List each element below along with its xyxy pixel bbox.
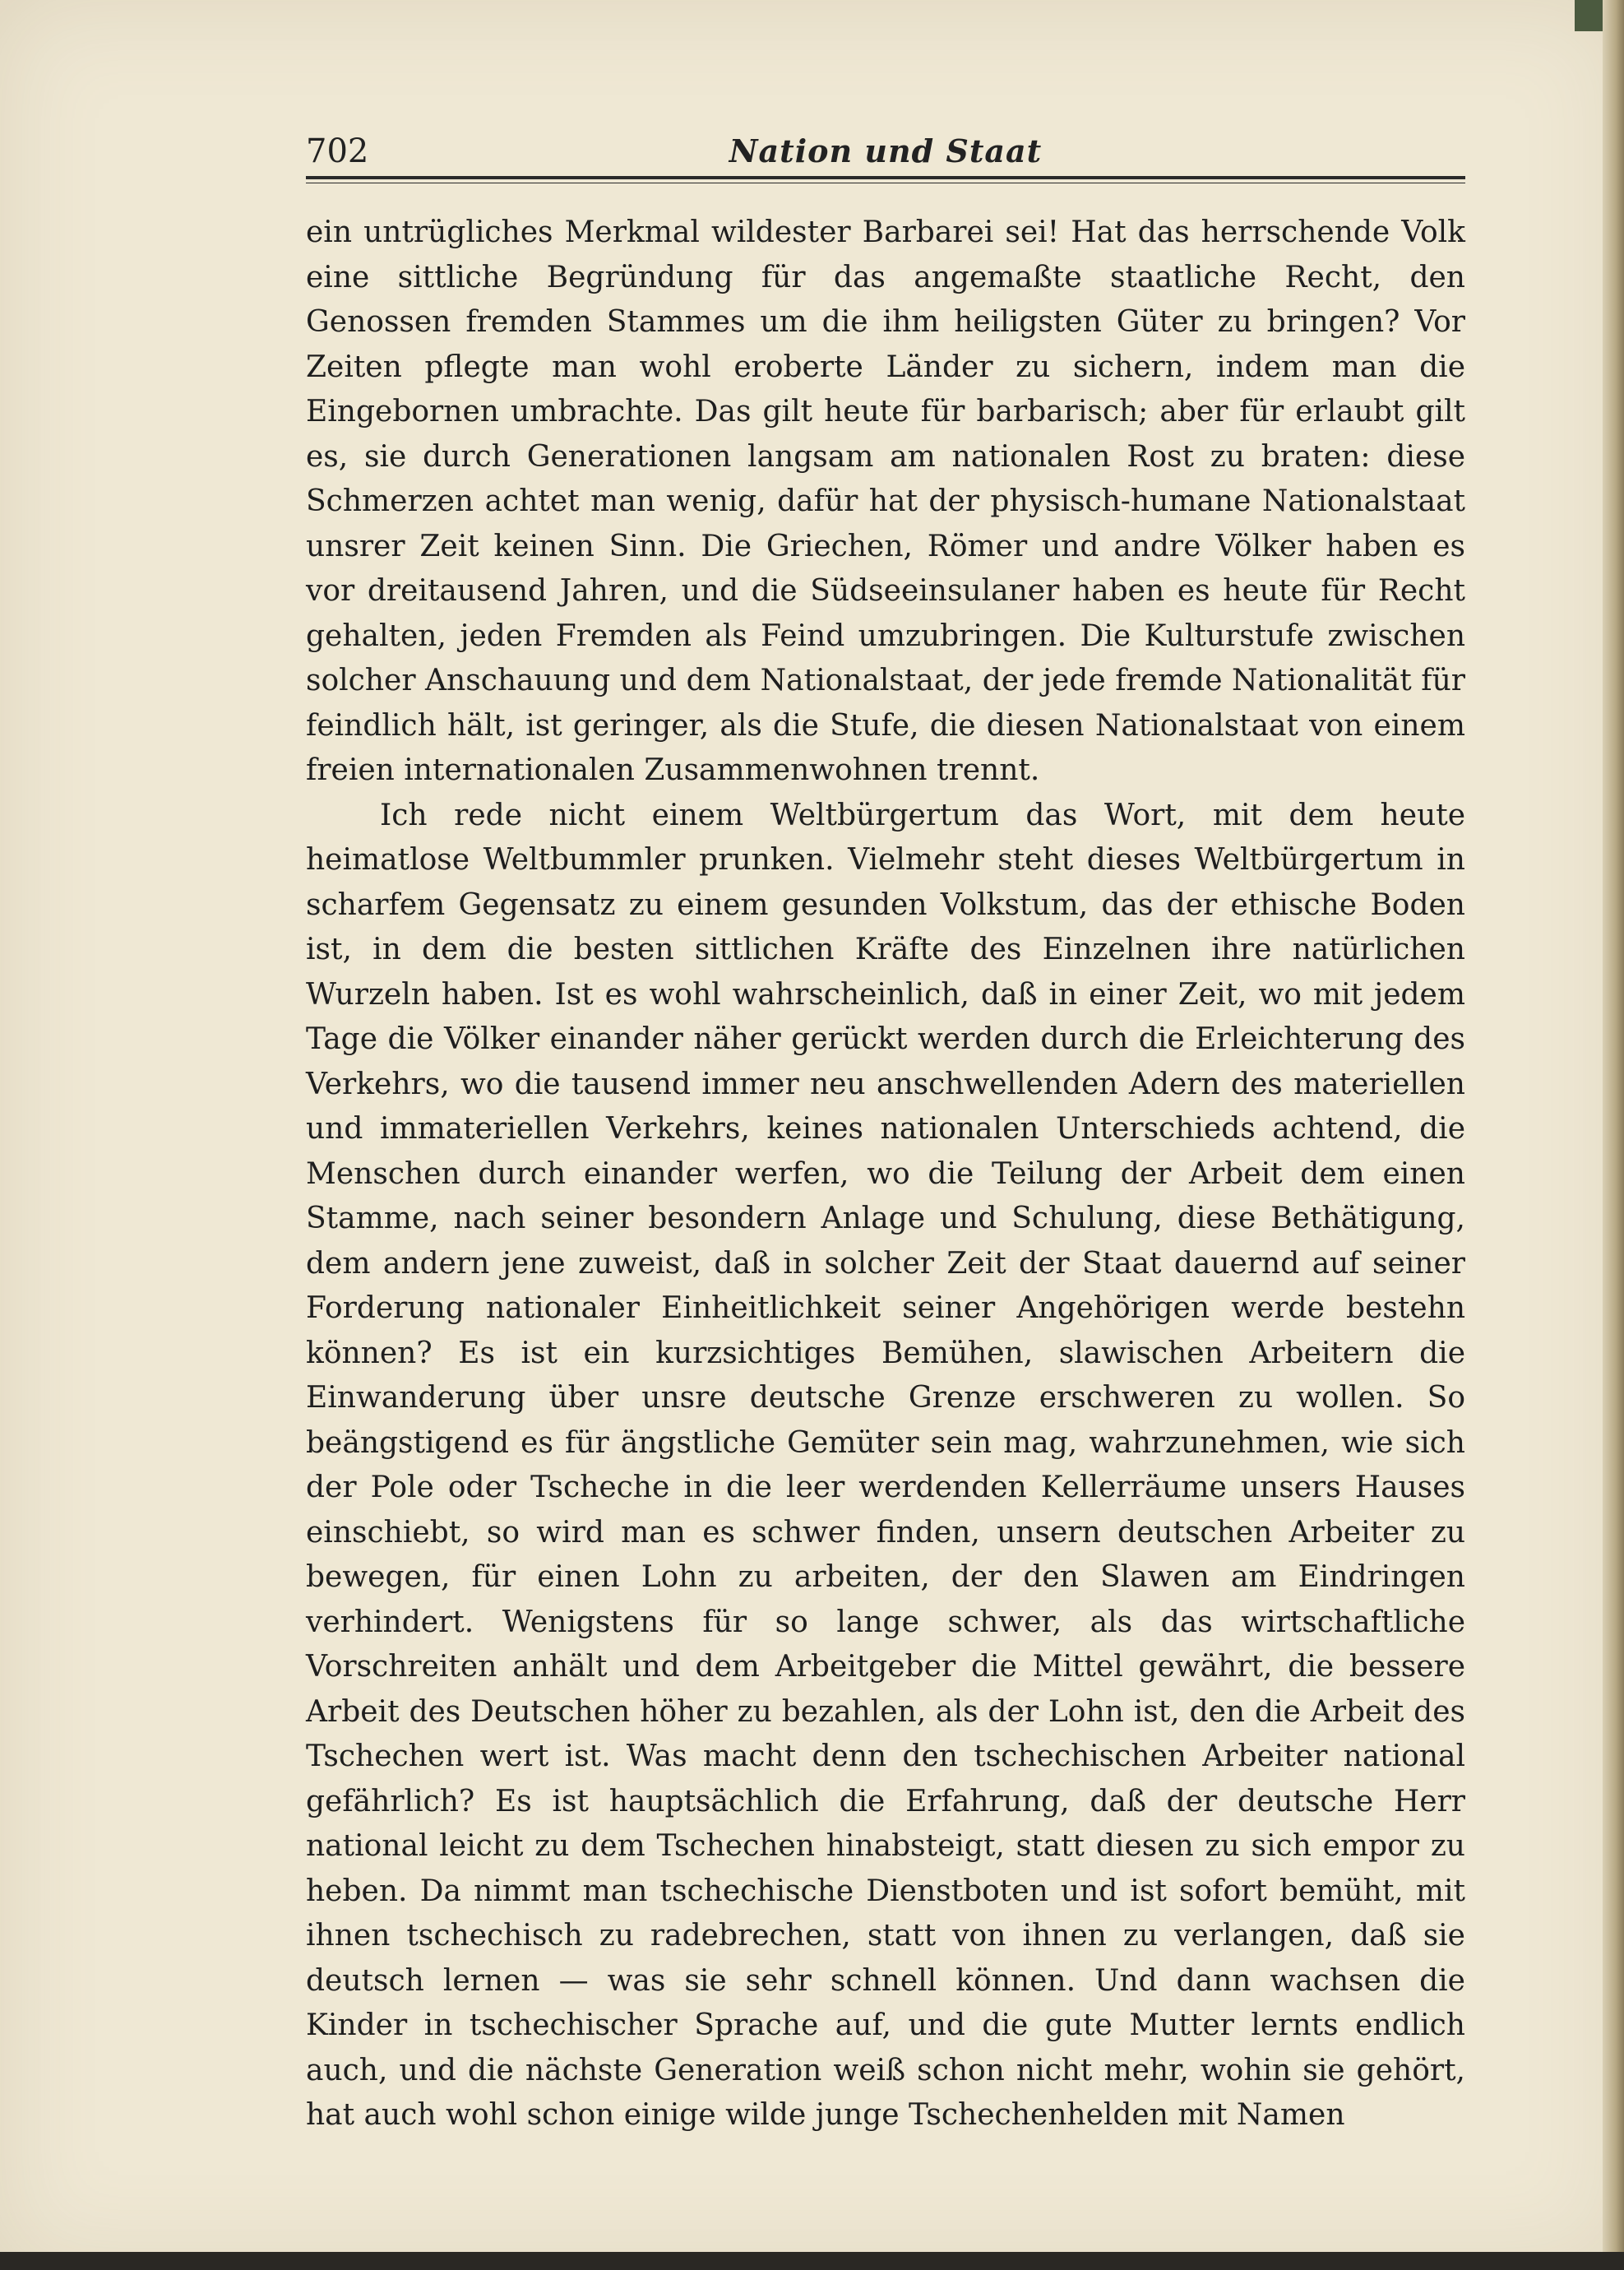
body-text: [306, 211, 1465, 2138]
paragraph-1: ein untrügliches Merkmal wildester Barbarei sei! Hat das herrschende Volk eine sittliche Begründung für das angemaßte staatliche Recht, den Genossen fremden Stammes um die ihm heiligsten Güter zu bringen? Vor Zeiten pflegte man wohl eroberte Länder zu sichern, indem man die Eingebornen umbrachte. Das gilt heute für barbarisch; aber für erlaubt gilt es, sie durch Generationen langsam am nationalen Rost zu braten: diese Schmerzen achtet man wenig, dafür hat der physisch-humane Nationalstaat unsrer Zeit keinen Sinn. Die Griechen, Römer und andre Völker haben es vor dreitausend Jahren, und die Südseeinsulaner haben es heute für Recht gehalten, jeden Fremden als Feind umzubringen. Die Kulturstufe zwischen solcher Anschauung und dem Nationalstaat, der jede fremde Nationalität für feindlich hält, ist geringer, als die Stufe, die diesen Nationalstaat von einem freien internationalen Zusammenwohnen trennt.: [306, 215, 1465, 787]
page-right-edge: [1603, 0, 1624, 2270]
running-title: Nation und Staat: [729, 132, 1043, 169]
page-number: 702: [306, 132, 369, 170]
header-rule-thick: [306, 176, 1465, 179]
paragraph-2: Ich rede nicht einem Weltbürgertum das Wort, mit dem heute heimatlose Weltbummler prunken. Vielmehr steht dieses Weltbürgertum in scharfem Gegensatz zu einem gesunden Volkstum, das der ethische Boden ist, in dem die besten sittlichen Kräfte des Einzelnen ihre natürlichen Wurzeln haben. Ist es wohl wahrscheinlich, daß in einer Zeit, wo mit jedem Tage die Völker einander näher gerückt werden durch die Erleichterung des Verkehrs, wo die tausend immer neu anschwellenden Adern des materiellen und immateriellen Verkehrs, keines nationalen Unterschieds achtend, die Menschen durch einander werfen, wo die Teilung der Arbeit dem einen Stamme, nach seiner besondern Anlage und Schulung, diese Bethätigung, dem andern jene zuweist, daß in solcher Zeit der Staat dauernd auf seiner Forderung nationaler Einheitlichkeit seiner Angehörigen werde bestehn können? Es ist ein kurzsichtiges Bemühen, slawischen Arbeitern die Einwanderung über unsre deutsche Grenze erschweren zu wollen. So beängstigend es für ängstliche Gemüter sein mag, wahrzunehmen, wie sich der Pole oder Tscheche in die leer werdenden Kellerräume unsers Hauses einschiebt, so wird man es schwer finden, unsern deutschen Arbeiter zu bewegen, für einen Lohn zu arbeiten, der den Slawen am Eindringen verhindert. Wenigstens für so lange schwer, als das wirtschaftliche Vorschreiten anhält und dem Arbeitgeber die Mittel gewährt, die bessere Arbeit des Deutschen höher zu bezahlen, als der Lohn ist, den die Arbeit des Tschechen wert ist. Was macht denn den tschechischen Arbeiter national gefährlich? Es ist hauptsächlich die Erfahrung, daß der deutsche Herr national leicht zu dem Tschechen hinabsteigt, statt diesen zu sich empor zu heben. Da nimmt man tschechische Dienstboten und ist sofort bemüht, mit ihnen tschechisch zu radebrechen, statt von ihnen zu verlangen, daß sie deutsch lernen — was sie sehr schnell können. Und dann wachsen die Kinder in tschechischer Sprache auf, und die gute Mutter lernts endlich auch, und die nächste Generation weiß schon nicht mehr, wohin sie gehört, hat auch wohl schon einige wilde junge Tschechenhelden mit Namen: [306, 798, 1465, 2132]
page-header: [306, 127, 1465, 177]
scan-bottom-edge: [0, 2252, 1624, 2270]
